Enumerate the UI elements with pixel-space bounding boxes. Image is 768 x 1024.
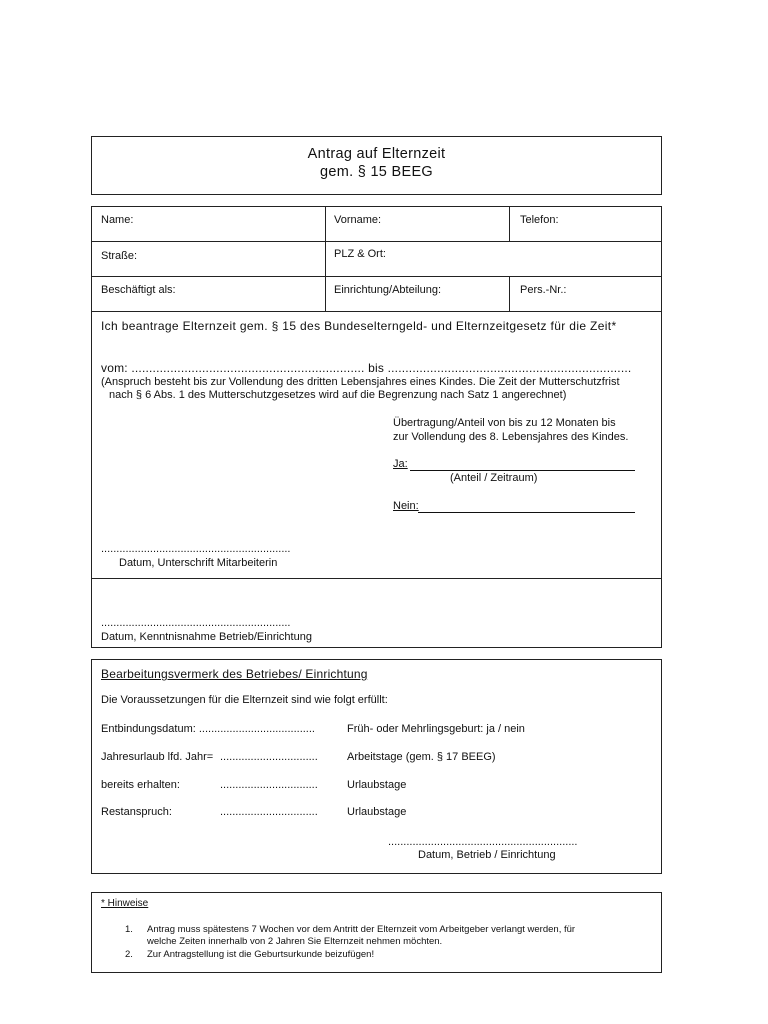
transfer-text-line2: zur Vollendung des 8. Lebensjahres des Kindes. <box>393 431 629 443</box>
processing-heading: Bearbeitungsvermerk des Betriebes/ Einrichtung <box>101 667 368 681</box>
ja-text: Ja: <box>393 458 408 470</box>
processing-intro: Die Voraussetzungen für die Elternzeit sind wie folgt erfüllt: <box>101 694 388 706</box>
employee-signature-label: Datum, Unterschrift Mitarbeiterin <box>119 557 278 569</box>
ja-input-line[interactable] <box>410 470 635 471</box>
restanspruch-unit: Urlaubstage <box>347 806 407 818</box>
strasse-field[interactable]: Straße: <box>101 250 138 262</box>
request-statement: Ich beantrage Elternzeit gem. § 15 des Bundeselterngeld- und Elternzeitgesetz für die Zeit* <box>101 319 617 333</box>
column-divider <box>509 276 510 311</box>
restanspruch-label: Restanspruch: <box>101 806 172 818</box>
beschaeftigt-field[interactable]: Beschäftigt als: <box>101 284 176 296</box>
form-subtitle: gem. § 15 BEEG <box>319 164 433 180</box>
persnr-field[interactable]: Pers.-Nr.: <box>520 284 567 296</box>
erhalten-label: bereits erhalten: <box>101 779 180 791</box>
telefon-field[interactable]: Telefon: <box>520 214 559 226</box>
jahresurlaub-field[interactable]: ................................ <box>220 751 318 763</box>
betrieb-signature-line[interactable]: .............................................................. <box>388 836 578 848</box>
vom-bis-field[interactable]: vom: .................................................................. bis ..................................................................... <box>101 361 632 375</box>
arbeitstage-label: Arbeitstage (gem. § 17 BEEG) <box>347 751 496 763</box>
hints-heading: * Hinweise <box>101 898 149 909</box>
row-divider <box>92 276 661 277</box>
entbindungsdatum-field[interactable]: Entbindungsdatum: ...................................... <box>101 723 315 735</box>
title-box <box>91 136 662 195</box>
row-divider <box>92 578 661 579</box>
entitlement-note-line2: nach § 6 Abs. 1 des Mutterschutzgesetzes wird auf die Begrenzung nach Satz 1 angerechnet) <box>109 389 567 401</box>
row-divider <box>92 241 661 242</box>
erhalten-field[interactable]: ................................ <box>220 779 318 791</box>
nein-input-line[interactable] <box>418 512 635 513</box>
entitlement-note-line1: (Anspruch besteht bis zur Vollendung des dritten Lebensjahres eines Kindes. Die Zeit der Mutterschutzfrist <box>101 376 620 388</box>
restanspruch-field[interactable]: ................................ <box>220 806 318 818</box>
name-field[interactable]: Name: <box>101 214 134 226</box>
nein-text: Nein: <box>393 500 419 512</box>
geburt-type-field[interactable]: Früh- oder Mehrlingsgeburt: ja / nein <box>347 723 525 735</box>
column-divider <box>325 207 326 311</box>
vorname-field[interactable]: Vorname: <box>334 214 382 226</box>
erhalten-unit: Urlaubstage <box>347 779 407 791</box>
hint-1-line2: welche Zeiten innerhalb von 2 Jahren Sie Elternzeit nehmen möchten. <box>147 936 443 947</box>
application-form <box>91 206 662 648</box>
processing-section <box>91 659 662 874</box>
hints-section <box>91 892 662 973</box>
row-divider <box>92 311 661 312</box>
column-divider <box>509 207 510 241</box>
form-title: Antrag auf Elternzeit <box>307 146 446 162</box>
ja-label <box>393 458 408 471</box>
nein-label <box>393 500 419 513</box>
plz-ort-field[interactable]: PLZ & Ort: <box>334 248 386 260</box>
hint-1-number: 1. <box>125 924 133 935</box>
hint-2-line1: Zur Antragstellung ist die Geburtsurkunde beizufügen! <box>147 949 375 960</box>
jahresurlaub-label: Jahresurlaub lfd. Jahr= <box>101 751 214 763</box>
hint-1-line1: Antrag muss spätestens 7 Wochen vor dem Antritt der Elternzeit vom Arbeitgeber verlangt werden, für <box>147 924 576 935</box>
employee-signature-line[interactable]: .............................................................. <box>101 543 291 555</box>
anteil-label: (Anteil / Zeitraum) <box>450 472 538 484</box>
acknowledgement-label: Datum, Kenntnisnahme Betrieb/Einrichtung <box>101 631 312 643</box>
transfer-text-line1: Übertragung/Anteil von bis zu 12 Monaten bis <box>393 417 616 429</box>
hint-2-number: 2. <box>125 949 133 960</box>
einrichtung-field[interactable]: Einrichtung/Abteilung: <box>334 284 442 296</box>
betrieb-signature-label: Datum, Betrieb / Einrichtung <box>418 849 556 861</box>
acknowledgement-signature-line[interactable]: .............................................................. <box>101 617 291 629</box>
